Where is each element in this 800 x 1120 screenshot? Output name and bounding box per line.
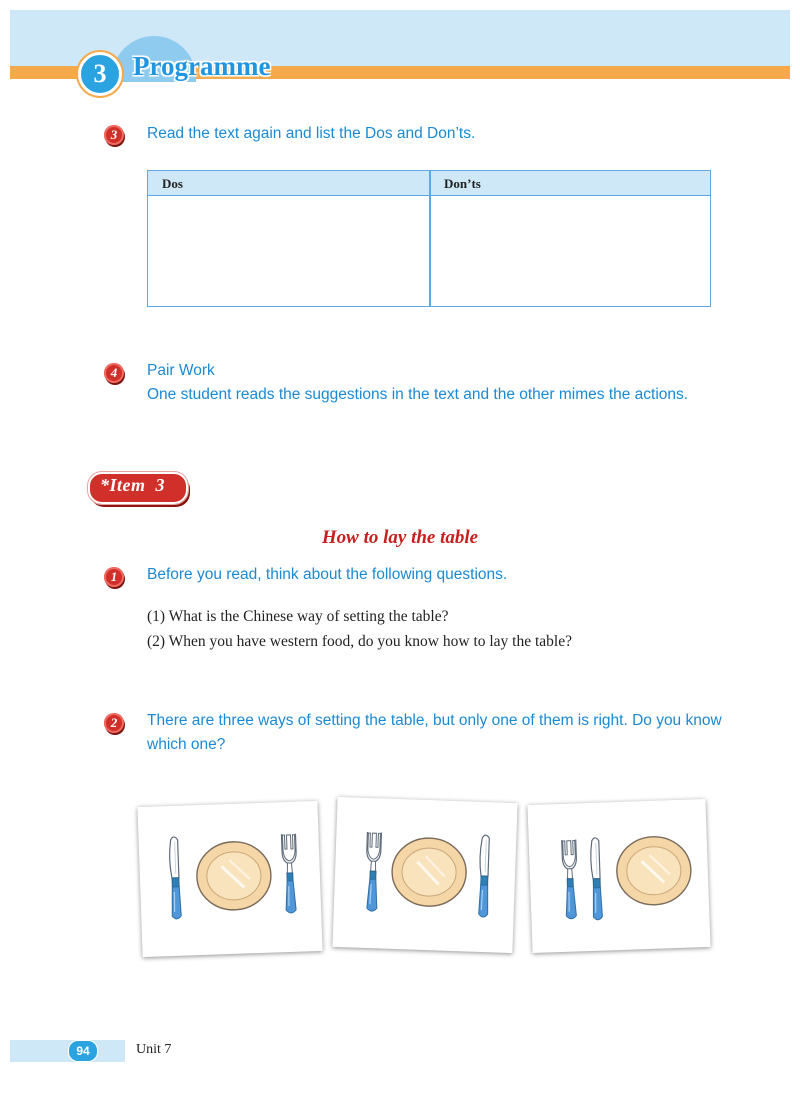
q1-instruction: Before you read, think about the following questions. [147,566,508,583]
dos-column-header: Dos [148,171,429,196]
plate-icon [196,841,272,912]
knife-icon [590,838,602,920]
fork-icon [281,834,298,913]
section-title: Programme [133,51,271,81]
knife-icon [478,835,490,917]
dos-answer-cell[interactable] [148,197,429,305]
question-2: (2) When you have western food, do you know how to lay the table? [147,633,572,650]
table-setting-picture-3[interactable] [527,799,710,953]
fork-icon [562,839,579,918]
q2-step-badge: 2 [104,713,124,733]
task3-instruction: Read the text again and list the Dos and Don’ts. [147,125,476,142]
table-setting-picture-2[interactable] [332,797,517,953]
dos-donts-table [147,170,711,307]
item-label: *Item 3 [100,475,165,495]
task4-title: Pair Work [147,362,215,379]
setting-illustration-2 [332,797,517,953]
fork-icon [365,832,382,911]
task4-step-badge: 4 [104,363,124,383]
setting-illustration-1 [137,801,322,957]
donts-column-header: Don’ts [430,171,710,196]
unit-label: Unit 7 [136,1042,172,1057]
plate-icon [616,836,692,907]
q1-step-badge: 1 [104,567,124,587]
task3-step-badge: 3 [104,125,124,145]
question-1: (1) What is the Chinese way of setting the table? [147,608,449,625]
setting-illustration-3 [527,799,710,953]
q2-instruction: There are three ways of setting the table, but only one of them is right. Do you know which one? [147,712,722,753]
knife-icon [169,837,181,919]
task4-instruction: One student reads the suggestions in the text and the other mimes the actions. [147,386,689,403]
page-number: 94 [68,1040,98,1062]
plate-icon [391,837,467,908]
donts-answer-cell[interactable] [431,197,710,305]
table-setting-picture-1[interactable] [137,801,322,957]
section-number-badge: 3 [78,52,122,96]
reading-title: How to lay the table [321,527,479,548]
